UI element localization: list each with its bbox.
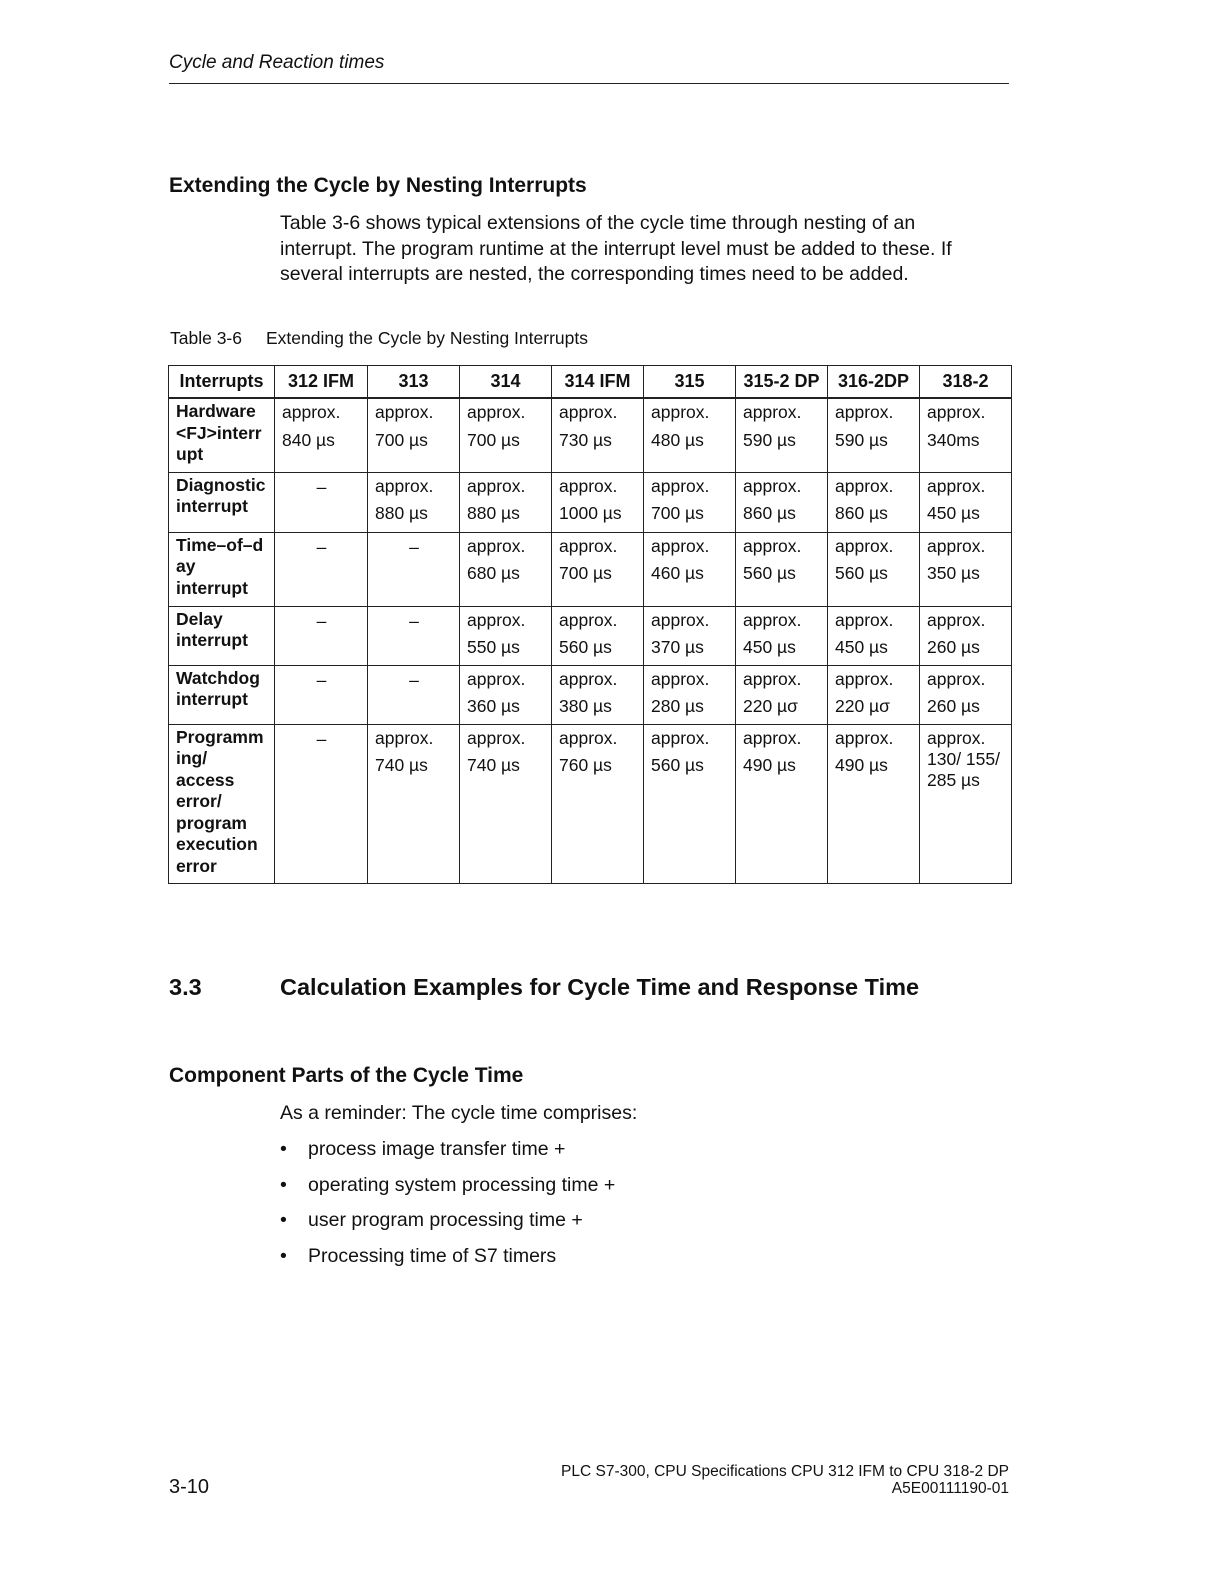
chapter-number: 3.3 bbox=[169, 974, 202, 1000]
footer-doc-title: PLC S7-300, CPU Specifications CPU 312 IFM to CPU 318-2 DP bbox=[561, 1463, 1009, 1480]
cell-value: 590 µs bbox=[835, 429, 888, 450]
table-row bbox=[169, 606, 1012, 665]
cell-qualifier: approx. bbox=[835, 668, 894, 689]
cell-value: 860 µs bbox=[835, 503, 888, 523]
table-cell bbox=[552, 532, 644, 606]
bullet-icon: • bbox=[280, 1244, 287, 1267]
cell-qualifier: approx. bbox=[743, 609, 802, 630]
cell-value: 590 µs bbox=[743, 429, 796, 450]
table-cell bbox=[828, 665, 920, 724]
cell-value: 380 µs bbox=[559, 696, 612, 716]
cell-value: 280 µs bbox=[651, 696, 704, 716]
table-cell bbox=[552, 472, 644, 532]
cell-value: 560 µs bbox=[651, 755, 704, 775]
cell-qualifier: approx. bbox=[927, 668, 986, 689]
table-cell: – bbox=[368, 532, 460, 606]
cell-qualifier: approx. bbox=[743, 727, 802, 748]
row-label: Delay interrupt bbox=[169, 606, 275, 665]
table-row bbox=[169, 665, 1012, 724]
cell-qualifier: approx. bbox=[835, 535, 894, 556]
cell-qualifier: approx. bbox=[467, 609, 526, 630]
table-cell bbox=[644, 472, 736, 532]
cell-value: 450 µs bbox=[743, 637, 796, 657]
intro-paragraph: Table 3-6 shows typical extensions of the cycle time through nesting of an interrupt. The program runtime at the interrupt level must be added to these. If several interrupts are nested, the corresponding times need to be added. bbox=[280, 212, 952, 285]
column-header: 314 bbox=[460, 366, 552, 399]
cell-value: 450 µs bbox=[927, 503, 980, 523]
table-cell bbox=[552, 398, 644, 472]
cell-value: 550 µs bbox=[467, 637, 520, 657]
cell-value: 880 µs bbox=[375, 503, 428, 523]
cell-qualifier: approx. bbox=[467, 668, 526, 689]
table-cell bbox=[828, 532, 920, 606]
cell-value: 880 µs bbox=[467, 503, 520, 523]
cell-qualifier: approx. bbox=[651, 402, 710, 422]
row-label: Watchdog interrupt bbox=[169, 665, 275, 724]
cell-value: 560 µs bbox=[835, 563, 888, 583]
cell-qualifier: approx. bbox=[559, 535, 618, 556]
footer-doc-id: A5E00111190-01 bbox=[891, 1480, 1009, 1497]
table-cell bbox=[460, 606, 552, 665]
cell-value: 370 µs bbox=[651, 637, 704, 657]
list-item-text: Processing time of S7 timers bbox=[308, 1244, 557, 1267]
table-cell bbox=[552, 724, 644, 884]
components-intro: As a reminder: The cycle time comprises: bbox=[280, 1102, 638, 1124]
table-row bbox=[169, 532, 1012, 606]
table-cell bbox=[644, 724, 736, 884]
cell-value: 130/ 155/ 285 µs bbox=[927, 749, 1000, 790]
list-item-text: process image transfer time + bbox=[308, 1138, 566, 1160]
cell-value: 1000 µs bbox=[559, 503, 622, 523]
table-cell bbox=[920, 606, 1012, 665]
table-cell bbox=[460, 472, 552, 532]
list-item bbox=[280, 1245, 615, 1281]
column-header: 314 IFM bbox=[552, 366, 644, 399]
table-cell bbox=[552, 606, 644, 665]
list-item-text: user program processing time + bbox=[308, 1209, 583, 1231]
cell-qualifier: approx. bbox=[467, 402, 526, 422]
footer-document-info bbox=[561, 1463, 1009, 1497]
cell-value: 700 µs bbox=[467, 429, 520, 450]
table-cell bbox=[920, 532, 1012, 606]
cell-value: 740 µs bbox=[375, 755, 428, 775]
cell-qualifier: approx. bbox=[743, 475, 802, 496]
cell-qualifier: approx. bbox=[467, 727, 526, 748]
bullet-icon: • bbox=[280, 1173, 287, 1196]
table-caption bbox=[170, 328, 588, 349]
cell-value: 360 µs bbox=[467, 696, 520, 716]
cell-qualifier: approx. bbox=[927, 475, 986, 496]
column-header: 313 bbox=[368, 366, 460, 399]
page-number: 3-10 bbox=[169, 1476, 210, 1498]
cell-qualifier: approx. bbox=[835, 727, 894, 748]
table-cell bbox=[736, 532, 828, 606]
cell-value: 340ms bbox=[927, 429, 980, 450]
cell-value: 700 µs bbox=[559, 563, 612, 583]
cell-value: 700 µs bbox=[651, 503, 704, 523]
row-label: Time–of–d ay interrupt bbox=[169, 532, 275, 606]
table-cell bbox=[828, 472, 920, 532]
cell-value: 560 µs bbox=[743, 563, 796, 583]
column-header: 315 bbox=[644, 366, 736, 399]
cell-value: 840 µs bbox=[282, 429, 335, 450]
table-cell: – bbox=[275, 606, 368, 665]
column-header: 315-2 DP bbox=[736, 366, 828, 399]
bullet-icon: • bbox=[280, 1209, 287, 1231]
column-header: Interrupts bbox=[169, 366, 275, 399]
table-cell: – bbox=[368, 606, 460, 665]
cell-qualifier: approx. bbox=[467, 535, 526, 556]
cell-qualifier: approx. bbox=[375, 475, 434, 496]
table-cell bbox=[368, 472, 460, 532]
cell-qualifier: approx. bbox=[743, 668, 802, 689]
cell-qualifier: approx. bbox=[559, 668, 618, 689]
table-cell bbox=[460, 665, 552, 724]
table-body bbox=[169, 398, 1012, 884]
cell-qualifier: approx. bbox=[927, 727, 986, 748]
table-cell bbox=[644, 665, 736, 724]
cell-qualifier: approx. bbox=[559, 727, 618, 748]
table-cell bbox=[736, 606, 828, 665]
cell-qualifier: approx. bbox=[835, 402, 894, 422]
chapter-title: Calculation Examples for Cycle Time and Response Time bbox=[280, 974, 920, 1000]
table-cell bbox=[920, 665, 1012, 724]
cell-value: 220 µσ bbox=[743, 696, 798, 716]
cell-value: 740 µs bbox=[467, 755, 520, 775]
cell-qualifier: approx. bbox=[927, 609, 986, 630]
table-cell bbox=[828, 724, 920, 884]
table-cell bbox=[736, 472, 828, 532]
table-cell bbox=[552, 665, 644, 724]
cell-qualifier: approx. bbox=[743, 535, 802, 556]
cell-qualifier: approx. bbox=[559, 475, 618, 496]
cell-qualifier: approx. bbox=[375, 402, 434, 422]
table-cell bbox=[644, 532, 736, 606]
table-cell: – bbox=[275, 724, 368, 884]
cell-value: 860 µs bbox=[743, 503, 796, 523]
cell-qualifier: approx. bbox=[282, 402, 341, 422]
bullet-icon: • bbox=[280, 1138, 287, 1160]
table-cell bbox=[368, 398, 460, 472]
column-header: 312 IFM bbox=[275, 366, 368, 399]
table-cell bbox=[920, 472, 1012, 532]
cell-value: 700 µs bbox=[375, 429, 428, 450]
cell-value: 220 µσ bbox=[835, 696, 890, 716]
table-caption-number: Table 3-6 bbox=[170, 328, 242, 348]
cell-value: 730 µs bbox=[559, 429, 612, 450]
cell-value: 480 µs bbox=[651, 429, 704, 450]
cell-value: 680 µs bbox=[467, 563, 520, 583]
cell-qualifier: approx. bbox=[651, 609, 710, 630]
table-cell: – bbox=[368, 665, 460, 724]
cell-value: 490 µs bbox=[743, 755, 796, 775]
list-item-text: operating system processing time + bbox=[308, 1173, 616, 1196]
table-header-row bbox=[169, 366, 1012, 399]
section-heading-components: Component Parts of the Cycle Time bbox=[169, 1064, 524, 1087]
row-label: Hardware <FJ>interr upt bbox=[169, 398, 275, 472]
table-cell bbox=[920, 398, 1012, 472]
running-header: Cycle and Reaction times bbox=[169, 52, 1009, 84]
section-heading-nesting: Extending the Cycle by Nesting Interrupts bbox=[169, 174, 587, 197]
cell-qualifier: approx. bbox=[835, 609, 894, 630]
cell-value: 450 µs bbox=[835, 637, 888, 657]
interrupt-extension-table bbox=[168, 365, 1012, 884]
table-cell: – bbox=[275, 665, 368, 724]
table-cell bbox=[736, 398, 828, 472]
table-cell bbox=[275, 398, 368, 472]
cell-qualifier: approx. bbox=[743, 402, 802, 422]
cell-value: 350 µs bbox=[927, 563, 980, 583]
cell-qualifier: approx. bbox=[927, 535, 986, 556]
column-header: 316-2DP bbox=[828, 366, 920, 399]
table-row bbox=[169, 472, 1012, 532]
table-cell bbox=[736, 665, 828, 724]
cell-value: 460 µs bbox=[651, 563, 704, 583]
row-label: Diagnostic interrupt bbox=[169, 472, 275, 532]
column-header: 318-2 bbox=[920, 366, 1012, 399]
cell-qualifier: approx. bbox=[927, 402, 986, 422]
table-cell bbox=[736, 724, 828, 884]
table-cell bbox=[460, 532, 552, 606]
table-caption-title: Extending the Cycle by Nesting Interrupts bbox=[266, 328, 588, 348]
table-cell bbox=[460, 398, 552, 472]
cell-value: 490 µs bbox=[835, 755, 888, 775]
cell-qualifier: approx. bbox=[375, 727, 434, 748]
cell-qualifier: approx. bbox=[651, 668, 710, 689]
cell-qualifier: approx. bbox=[651, 535, 710, 556]
table-cell bbox=[828, 606, 920, 665]
table-cell bbox=[460, 724, 552, 884]
cell-qualifier: approx. bbox=[559, 402, 618, 422]
list-item bbox=[280, 1138, 615, 1174]
table-cell bbox=[644, 606, 736, 665]
cell-value: 260 µs bbox=[927, 696, 980, 716]
table-cell bbox=[644, 398, 736, 472]
table-cell bbox=[828, 398, 920, 472]
cell-qualifier: approx. bbox=[835, 475, 894, 496]
cell-value: 560 µs bbox=[559, 637, 612, 657]
cycle-time-components-list bbox=[280, 1138, 615, 1280]
table-row bbox=[169, 724, 1012, 884]
list-item bbox=[280, 1209, 615, 1245]
cell-value: 760 µs bbox=[559, 755, 612, 775]
cell-value: 260 µs bbox=[927, 637, 980, 657]
table-cell: – bbox=[275, 472, 368, 532]
list-item bbox=[280, 1174, 615, 1210]
cell-qualifier: approx. bbox=[559, 609, 618, 630]
cell-qualifier: approx. bbox=[467, 475, 526, 496]
cell-qualifier: approx. bbox=[651, 475, 710, 496]
table-cell bbox=[368, 724, 460, 884]
row-label: Programm ing/ access error/ program execution error bbox=[169, 724, 275, 884]
cell-qualifier: approx. bbox=[651, 727, 710, 748]
table-cell: – bbox=[275, 532, 368, 606]
table-row bbox=[169, 398, 1012, 472]
table-cell bbox=[920, 724, 1012, 884]
